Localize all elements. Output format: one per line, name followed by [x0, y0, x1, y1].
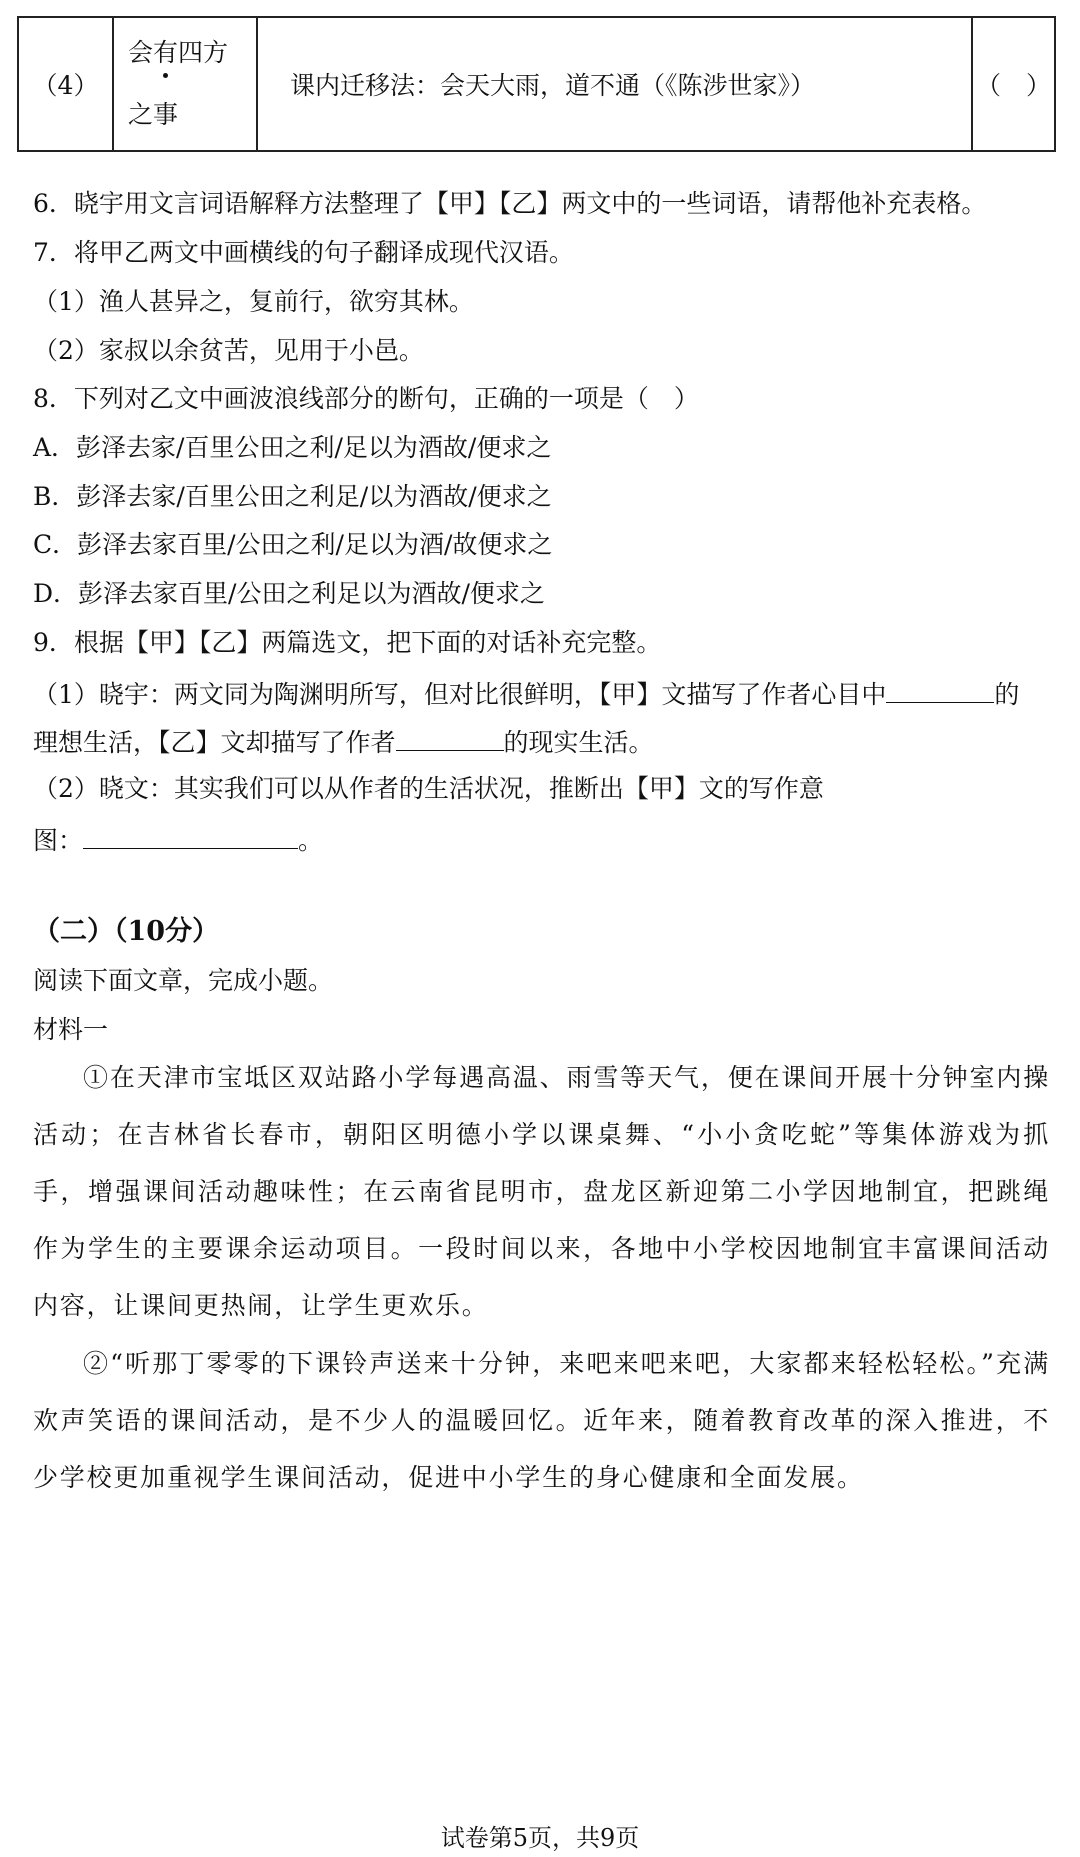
- option-b[interactable]: B．彭泽去家/百里公田之利足/以为酒故/便求之: [33, 482, 552, 511]
- answer-blank-1[interactable]: [886, 676, 994, 703]
- phrase-text: 会有四方: [128, 38, 228, 67]
- row-number: （4）: [19, 18, 114, 150]
- question-9-1-line1: [33, 676, 1019, 711]
- option-c[interactable]: C．彭泽去家百里/公田之利/足以为酒/故便求之: [33, 530, 553, 559]
- q9-1-text-a: （1）晓宇：两文同为陶渊明所写，但对比很鲜明，【甲】文描写了作者心目中: [33, 680, 887, 709]
- q9-2-text-b: 图：: [33, 826, 84, 855]
- question-9: 9．根据【甲】【乙】两篇选文，把下面的对话补充完整。: [33, 628, 662, 657]
- question-9-2-line2: [33, 822, 323, 857]
- question-7-1: （1）渔人甚异之，复前行，欲穷其林。: [33, 287, 474, 316]
- question-8: 8．下列对乙文中画波浪线部分的断句，正确的一项是（ ）: [33, 384, 699, 413]
- phrase-line-2: 之事: [128, 100, 179, 129]
- question-6: 6．晓宇用文言词语解释方法整理了【甲】【乙】两文中的一些词语，请帮他补充表格。: [33, 189, 987, 218]
- page-footer: 试卷第5页，共9页: [440, 1824, 640, 1852]
- question-9-1-line2: [33, 724, 654, 759]
- answer-blank-2[interactable]: [396, 724, 504, 751]
- option-d[interactable]: D．彭泽去家百里/公田之利足以为酒故/便求之: [33, 579, 545, 608]
- emphasized-char: 有: [153, 22, 178, 84]
- method-cell: 课内迁移法：会天大雨，道不通（《陈涉世家》）: [258, 18, 973, 150]
- answer-blank-cell[interactable]: （ ）: [975, 71, 1051, 100]
- phrase-line-1: [128, 22, 228, 84]
- answer-blank-3[interactable]: [83, 822, 298, 849]
- option-a[interactable]: A．彭泽去家/百里公田之利/足以为酒故/便求之: [33, 433, 552, 462]
- q9-2-text-c: 。: [298, 826, 324, 855]
- question-9-2-line1: （2）晓文：其实我们可以从作者的生活状况，推断出【甲】文的写作意: [33, 774, 824, 803]
- q9-1-text-b: 的: [994, 680, 1020, 709]
- paragraph-1: ①在天津市宝坻区双站路小学每遇高温、雨雪等天气，便在课间开展十分钟室内操活动；在吉林省长春市，朝阳区明德小学以课桌舞、“小小贪吃蛇”等集体游戏为抓手，增强课间活动趣味性；在云南省昆明市，盘龙区新迎第二小学因地制宜，把跳绳作为学生的主要课余运动项目。一段时间以来，各地中小学校因地制宜丰富课间活动内容，让课间更热闹，让学生更欢乐。: [33, 1063, 1050, 1320]
- phrase-cell: [114, 18, 258, 150]
- q9-1-text-c: 理想生活，【乙】文却描写了作者: [33, 728, 396, 757]
- material-label: 材料一: [33, 1015, 109, 1044]
- paragraph-2: ②“听那丁零零的下课铃声送来十分钟，来吧来吧来吧，大家都来轻松轻松。”充满欢声笑语的课间活动，是不少人的温暖回忆。近年来，随着教育改革的深入推进，不少学校更加重视学生课间活动，促进中小学生的身心健康和全面发展。: [33, 1349, 1050, 1492]
- vocab-table-row: [17, 16, 1056, 152]
- q9-1-text-d: 的现实生活。: [503, 728, 654, 757]
- question-7-2: （2）家叔以余贫苦，见用于小邑。: [33, 336, 424, 365]
- reading-instruction: 阅读下面文章，完成小题。: [33, 966, 334, 995]
- section-2-title: （二）（10分）: [33, 916, 220, 947]
- question-7: 7．将甲乙两文中画横线的句子翻译成现代汉语。: [33, 238, 574, 267]
